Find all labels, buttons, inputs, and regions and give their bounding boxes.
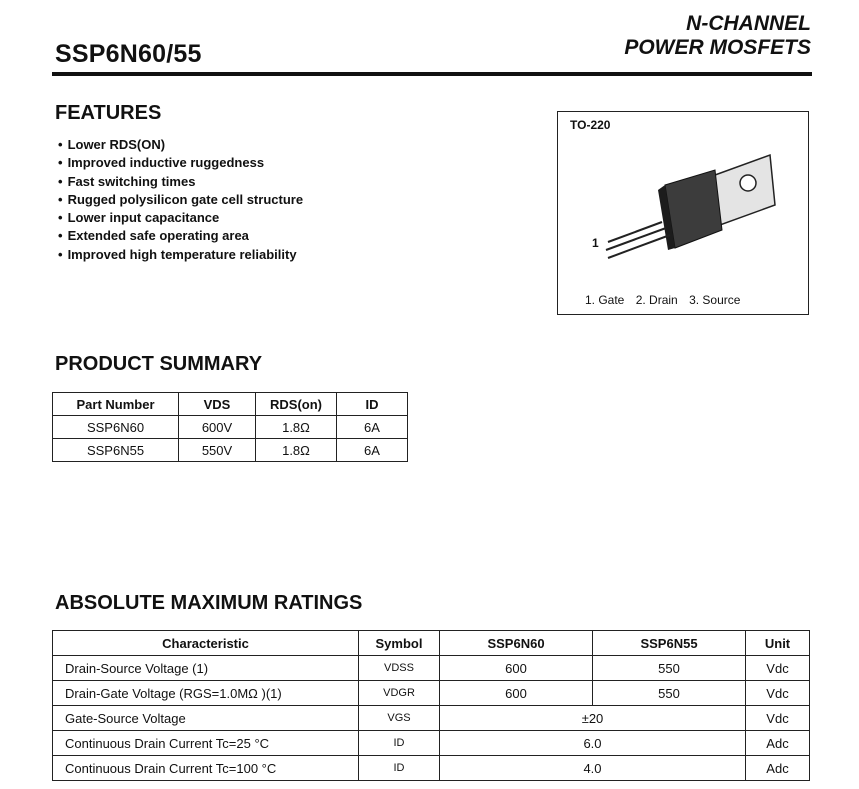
pin-drain-label: 2. Drain — [635, 293, 678, 307]
table-row — [53, 731, 810, 756]
device-category — [624, 12, 811, 60]
value-cell: 600 — [440, 656, 593, 681]
unit-cell: Vdc — [746, 656, 810, 681]
feature-item: • Improved inductive ruggedness — [58, 154, 303, 172]
characteristic-cell: Gate-Source Voltage — [53, 706, 359, 731]
product-summary-heading: PRODUCT SUMMARY — [55, 353, 263, 375]
characteristic-cell: Drain-Source Voltage (1) — [53, 656, 359, 681]
cell: SSP6N60 — [53, 416, 179, 439]
feature-item: • Fast switching times — [58, 173, 303, 191]
package-name: TO-220 — [570, 118, 611, 132]
table-row — [53, 439, 408, 462]
unit-cell: Adc — [746, 756, 810, 781]
table-row — [53, 656, 810, 681]
characteristic-cell: Drain-Gate Voltage (RGS=1.0MΩ )(1) — [53, 681, 359, 706]
features-list — [58, 136, 303, 264]
value-cell: 550 — [593, 656, 746, 681]
symbol-cell: VDGR — [359, 681, 440, 706]
pin-legend — [585, 293, 748, 307]
value-cell: 600 — [440, 681, 593, 706]
category-line-1: N-CHANNEL — [686, 12, 811, 35]
col-id: ID — [337, 393, 408, 416]
cell: 550V — [179, 439, 256, 462]
table-row — [53, 706, 810, 731]
absolute-max-ratings-heading: ABSOLUTE MAXIMUM RATINGS — [55, 592, 363, 614]
col-characteristic: Characteristic — [53, 631, 359, 656]
symbol-cell: VDSS — [359, 656, 440, 681]
col-ssp6n55: SSP6N55 — [593, 631, 746, 656]
col-unit: Unit — [746, 631, 810, 656]
col-vds: VDS — [179, 393, 256, 416]
feature-item: • Improved high temperature reliability — [58, 246, 303, 264]
table-row — [53, 756, 810, 781]
feature-item: • Lower input capacitance — [58, 209, 303, 227]
pin-gate-label: 1. Gate — [585, 293, 625, 307]
table-header-row — [53, 631, 810, 656]
header-rule — [52, 72, 812, 76]
unit-cell: Vdc — [746, 706, 810, 731]
pin-source-label: 3. Source — [689, 293, 741, 307]
category-line-2: POWER MOSFETS — [624, 36, 811, 59]
table-header-row — [53, 393, 408, 416]
cell: 6A — [337, 439, 408, 462]
unit-cell: Vdc — [746, 681, 810, 706]
part-number-title: SSP6N60/55 — [55, 40, 202, 68]
symbol-cell: VGS — [359, 706, 440, 731]
characteristic-cell: Continuous Drain Current Tc=100 °C — [53, 756, 359, 781]
table-row — [53, 416, 408, 439]
col-symbol: Symbol — [359, 631, 440, 656]
col-part-number: Part Number — [53, 393, 179, 416]
features-heading: FEATURES — [55, 102, 162, 124]
product-summary-table — [52, 392, 408, 462]
feature-item: • Extended safe operating area — [58, 227, 303, 245]
table-row — [53, 681, 810, 706]
feature-item: • Rugged polysilicon gate cell structure — [58, 191, 303, 209]
cell: 600V — [179, 416, 256, 439]
cell: 1.8Ω — [256, 439, 337, 462]
cell: 6A — [337, 416, 408, 439]
symbol-cell: ID — [359, 731, 440, 756]
value-cell: 6.0 — [440, 731, 746, 756]
unit-cell: Adc — [746, 731, 810, 756]
col-ssp6n60: SSP6N60 — [440, 631, 593, 656]
value-cell: 4.0 — [440, 756, 746, 781]
pin1-marker: 1 — [592, 236, 599, 250]
absolute-max-ratings-table — [52, 630, 810, 781]
characteristic-cell: Continuous Drain Current Tc=25 °C — [53, 731, 359, 756]
feature-item: • Lower RDS(ON) — [58, 136, 303, 154]
value-cell: 550 — [593, 681, 746, 706]
to220-package-illustration — [600, 150, 780, 270]
value-cell: ±20 — [440, 706, 746, 731]
cell: 1.8Ω — [256, 416, 337, 439]
col-rds-on: RDS(on) — [256, 393, 337, 416]
symbol-cell: ID — [359, 756, 440, 781]
cell: SSP6N55 — [53, 439, 179, 462]
